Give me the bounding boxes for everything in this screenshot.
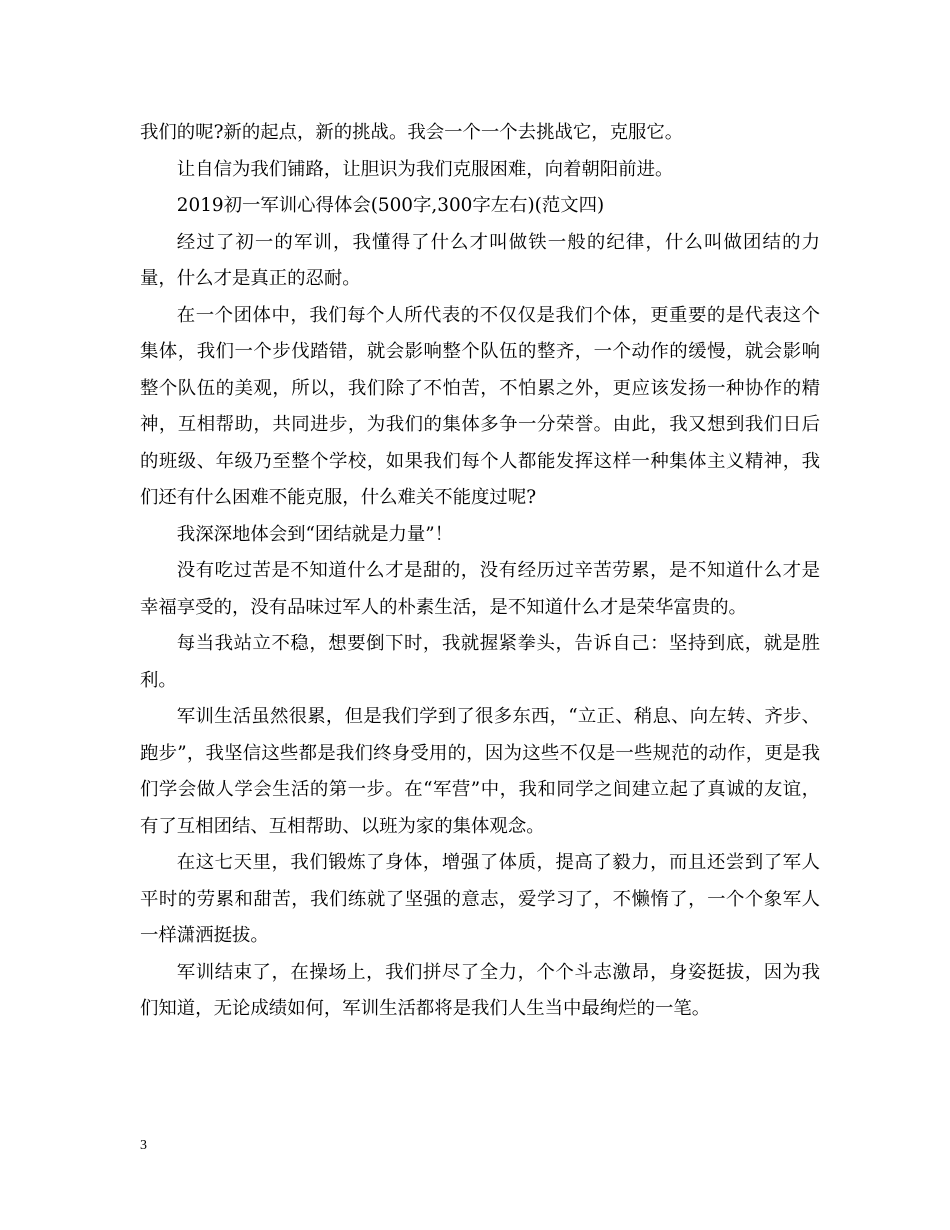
paragraph: 没有吃过苦是不知道什么才是甜的，没有经历过辛苦劳累，是不知道什么才是幸福享受的，没有品味过军人的朴素生活，是不知道什么才是荣华富贵的。 [140, 560, 820, 618]
paragraph: 军训生活虽然很累，但是我们学到了很多东西，“立正、稍息、向左转、齐步、跑步”，我坚信这些都是我们终身受用的，因为这些不仅是一些规范的动作，更是我们学会做人学会生活的第一步。在“军营”中，我和同学之间建立起了真诚的友谊，有了互相团结、互相帮助、以班为家的集体观念。 [140, 706, 820, 837]
paragraph: 我深深地体会到“团结就是力量”！ [176, 523, 454, 545]
paragraph: 军训结束了，在操场上，我们拼尽了全力，个个斗志激昂，身姿挺拔，因为我们知道，无论成绩如何，军训生活都将是我们人生当中最绚烂的一笔。 [140, 961, 820, 1019]
paragraph: 让自信为我们铺路，让胆识为我们克服困难，向着朝阳前进。 [176, 158, 674, 180]
paragraph: 在一个团体中，我们每个人所代表的不仅仅是我们个体，更重要的是代表这个集体，我们一个步伐踏错，就会影响整个队伍的整齐，一个动作的缓慢，就会影响整个队伍的美观，所以，我们除了不怕苦，不怕累之外，更应该发扬一种协作的精神，互相帮助，共同进步，为我们的集体多争一分荣誉。由此，我又想到我们日后的班级、年级乃至整个学校，如果我们每个人都能发挥这样一种集体主义精神，我们还有什么困难不能克服，什么难关不能度过呢? [140, 304, 820, 508]
page-number: 3 [140, 1138, 147, 1153]
paragraph: 每当我站立不稳，想要倒下时，我就握紧拳头，告诉自己：坚持到底，就是胜利。 [140, 633, 820, 691]
paragraph: 在这七天里，我们锻炼了身体，增强了体质，提高了毅力，而且还尝到了军人平时的劳累和甜苦，我们练就了坚强的意志，爱学习了，不懒惰了，一个个象军人一样潇洒挺拔。 [140, 852, 820, 946]
paragraph: 经过了初一的军训，我懂得了什么才叫做铁一般的纪律，什么叫做团结的力量，什么才是真正的忍耐。 [140, 231, 820, 289]
document-body [140, 115, 820, 1028]
section-heading: 2019初一军训心得体会(500字,300字左右)(范文四) [176, 195, 605, 216]
paragraph-continuation: 我们的呢?新的起点，新的挑战。我会一个一个去挑战它，克服它。 [140, 122, 684, 143]
